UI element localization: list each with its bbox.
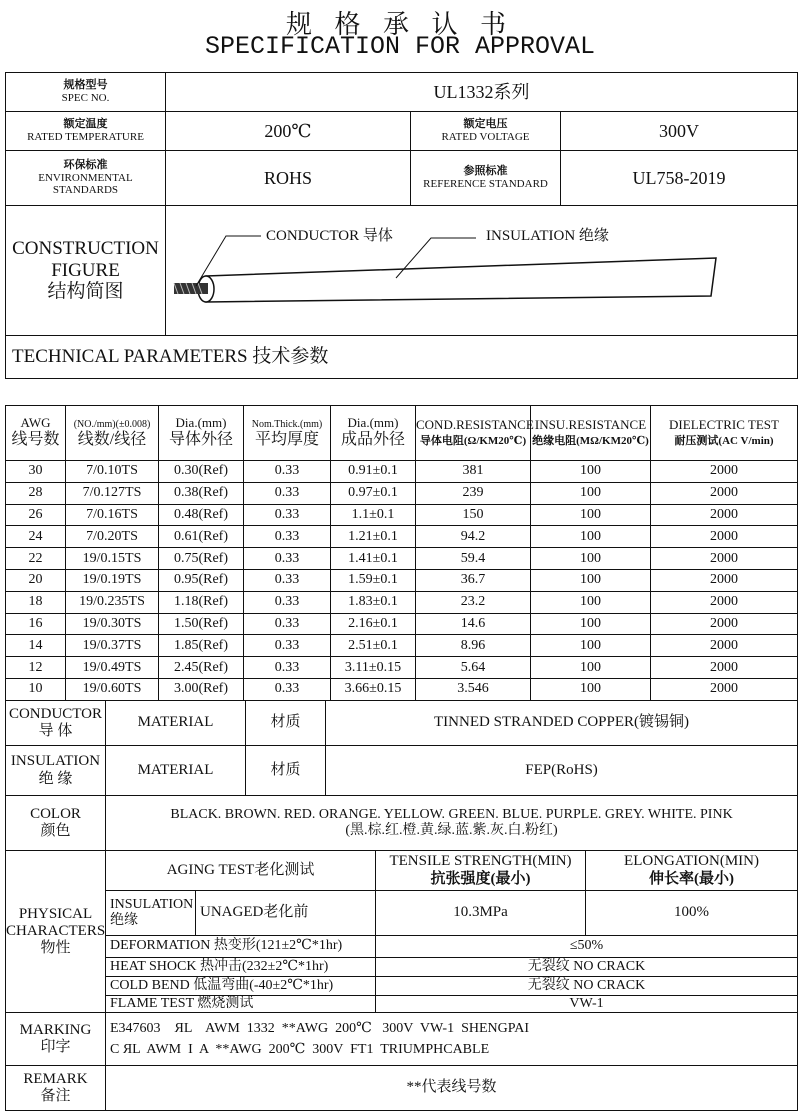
flame-label: FLAME TEST 燃烧测试: [106, 996, 376, 1013]
column-header: [244, 406, 331, 461]
table-cell: 3.66±0.15: [331, 678, 416, 700]
insulation-label: INSULATION 绝 缘: [6, 746, 106, 796]
table-cell: 100: [531, 591, 651, 613]
table-cell: 7/0.16TS: [66, 504, 159, 526]
table-cell: 0.33: [244, 613, 331, 635]
table-cell: 0.33: [244, 591, 331, 613]
table-cell: 0.38(Ref): [159, 482, 244, 504]
parameters-table: [5, 405, 798, 701]
column-header-en: Dia.(mm): [347, 415, 399, 431]
table-row: [6, 461, 798, 483]
column-header: [66, 406, 159, 461]
tensile-header: TENSILE STRENGTH(MIN) 抗张强度(最小): [376, 851, 586, 891]
color-label: COLOR 颜色: [6, 796, 106, 851]
table-row: [6, 526, 798, 548]
spec-no-value: UL1332系列: [166, 73, 798, 112]
column-header-en: INSU.RESISTANCE: [534, 417, 647, 433]
column-header: [331, 406, 416, 461]
column-header-en: Dia.(mm): [175, 415, 227, 431]
flame-row: [6, 996, 798, 1013]
insulation-material-value: FEP(RoHS): [326, 746, 798, 796]
table-cell: 59.4: [416, 548, 531, 570]
table-cell: 19/0.19TS: [66, 569, 159, 591]
properties-table: [5, 700, 798, 1111]
unaged-insulation-label: INSULATION 绝缘: [106, 891, 196, 936]
heat-shock-value: 无裂纹 NO CRACK: [376, 958, 798, 977]
table-cell: 7/0.10TS: [66, 461, 159, 483]
conductor-material-cn: 材质: [246, 701, 326, 746]
table-cell: 19/0.15TS: [66, 548, 159, 570]
table-cell: 3.546: [416, 678, 531, 700]
conductor-label: CONDUCTOR 导 体: [6, 701, 106, 746]
env-row: [6, 151, 798, 206]
marking-label: MARKING 印字: [6, 1013, 106, 1066]
flame-value: VW-1: [376, 996, 798, 1013]
heat-shock-label: HEAT SHOCK 热冲击(232±2℃*1hr): [106, 958, 376, 977]
column-header-en: DIELECTRIC TEST: [669, 417, 779, 433]
table-cell: 100: [531, 657, 651, 679]
column-header-cn: 线数/线径: [77, 431, 147, 449]
table-cell: 0.33: [244, 461, 331, 483]
table-cell: 100: [531, 461, 651, 483]
table-cell: 381: [416, 461, 531, 483]
table-cell: 2000: [651, 657, 798, 679]
deformation-row: [6, 936, 798, 958]
table-cell: 2000: [651, 548, 798, 570]
table-cell: 12: [6, 657, 66, 679]
unaged-row: [6, 891, 798, 936]
column-header-cn: 线号数: [11, 431, 60, 449]
temp-value: 200℃: [166, 112, 411, 151]
table-cell: 5.64: [416, 657, 531, 679]
table-cell: 100: [531, 635, 651, 657]
table-cell: 0.75(Ref): [159, 548, 244, 570]
table-row: [6, 613, 798, 635]
table-cell: 100: [531, 613, 651, 635]
table-cell: 28: [6, 482, 66, 504]
table-cell: 20: [6, 569, 66, 591]
table-row: [6, 569, 798, 591]
table-cell: 30: [6, 461, 66, 483]
column-header-cn: 绝缘电阻(MΩ/KM20℃): [532, 435, 649, 447]
ref-label: 参照标准 REFERENCE STANDARD: [411, 151, 561, 206]
table-cell: 0.33: [244, 678, 331, 700]
table-cell: 1.21±0.1: [331, 526, 416, 548]
table-row: [6, 482, 798, 504]
volt-label: 额定电压 RATED VOLTAGE: [411, 112, 561, 151]
table-cell: 26: [6, 504, 66, 526]
table-cell: 0.33: [244, 526, 331, 548]
parameters-header-row: [6, 406, 798, 461]
table-cell: 19/0.60TS: [66, 678, 159, 700]
table-cell: 2000: [651, 569, 798, 591]
table-cell: 100: [531, 526, 651, 548]
table-cell: 100: [531, 678, 651, 700]
color-value: BLACK. BROWN. RED. ORANGE. YELLOW. GREEN. BLUE. PURPLE. GREY. WHITE. PINK (黑.棕.红.橙.黄.绿.蓝.紫.灰.白.粉红): [106, 796, 798, 851]
column-header-cn: 成品外径: [340, 431, 405, 449]
remark-label: REMARK 备注: [6, 1066, 106, 1111]
volt-value: 300V: [561, 112, 798, 151]
table-cell: 1.83±0.1: [331, 591, 416, 613]
unaged-label: UNAGED老化前: [196, 891, 376, 936]
table-cell: 24: [6, 526, 66, 548]
table-cell: 23.2: [416, 591, 531, 613]
table-cell: 1.41±0.1: [331, 548, 416, 570]
column-header: [6, 406, 66, 461]
marking-value: E347603 ЯL AWM 1332 **AWG 200℃ 300V VW-1 SHENGPAI C ЯL AWM I A **AWG 200℃ 300V FT1 TRIUMPHCABLE: [106, 1013, 798, 1066]
table-cell: 2000: [651, 635, 798, 657]
construction-label: CONSTRUCTION FIGURE 结构简图: [6, 206, 166, 336]
table-cell: 0.91±0.1: [331, 461, 416, 483]
table-cell: 2000: [651, 482, 798, 504]
table-cell: 100: [531, 482, 651, 504]
table-cell: 16: [6, 613, 66, 635]
technical-heading: TECHNICAL PARAMETERS 技术参数: [6, 336, 798, 379]
aging-header-row: [6, 851, 798, 891]
column-header: [651, 406, 798, 461]
ref-value: UL758-2019: [561, 151, 798, 206]
column-header-cn: 导体电阻(Ω/KM20℃): [419, 435, 527, 447]
column-header: [159, 406, 244, 461]
column-header-cn: 耐压测试(AC V/min): [674, 435, 774, 447]
table-cell: 10: [6, 678, 66, 700]
table-cell: 19/0.49TS: [66, 657, 159, 679]
table-cell: 2.45(Ref): [159, 657, 244, 679]
conductor-callout: CONDUCTOR 导体: [266, 228, 393, 244]
spec-no-row: [6, 73, 798, 112]
table-cell: 22: [6, 548, 66, 570]
table-cell: 0.33: [244, 482, 331, 504]
column-header-cn: 导体外径: [168, 431, 233, 449]
elongation-header: ELONGATION(MIN) 伸长率(最小): [586, 851, 798, 891]
tensile-value: 10.3MPa: [376, 891, 586, 936]
insulation-callout: INSULATION 绝缘: [486, 228, 609, 244]
table-cell: 1.85(Ref): [159, 635, 244, 657]
title-en: SPECIFICATION FOR APPROVAL: [204, 32, 596, 61]
table-cell: 2000: [651, 613, 798, 635]
table-cell: 0.95(Ref): [159, 569, 244, 591]
table-cell: 3.00(Ref): [159, 678, 244, 700]
color-row: [6, 796, 798, 851]
table-cell: 2.16±0.1: [331, 613, 416, 635]
heat-shock-row: [6, 958, 798, 977]
table-cell: 150: [416, 504, 531, 526]
spec-table: [5, 72, 798, 379]
table-row: [6, 635, 798, 657]
column-header: [531, 406, 651, 461]
insulation-material-cn: 材质: [246, 746, 326, 796]
table-cell: 2000: [651, 526, 798, 548]
table-cell: 239: [416, 482, 531, 504]
table-row: [6, 548, 798, 570]
deformation-value: ≤50%: [376, 936, 798, 958]
table-cell: 7/0.20TS: [66, 526, 159, 548]
spec-no-label: 规格型号 SPEC NO.: [6, 73, 166, 112]
conductor-row: [6, 701, 798, 746]
column-header-en: COND.RESISTANCE: [416, 417, 534, 433]
column-header-en: (NO./mm)(±0.008): [73, 419, 151, 431]
table-cell: 2000: [651, 678, 798, 700]
table-cell: 19/0.30TS: [66, 613, 159, 635]
remark-row: [6, 1066, 798, 1111]
table-cell: 0.48(Ref): [159, 504, 244, 526]
table-cell: 0.97±0.1: [331, 482, 416, 504]
table-cell: 100: [531, 504, 651, 526]
marking-row: [6, 1013, 798, 1066]
column-header-en: AWG: [20, 415, 51, 431]
conductor-material-label: MATERIAL: [106, 701, 246, 746]
insulation-row: [6, 746, 798, 796]
physical-label: PHYSICAL CHARACTERS 物性: [6, 851, 106, 1013]
conductor-material-value: TINNED STRANDED COPPER(镀锡铜): [326, 701, 798, 746]
table-cell: 0.33: [244, 569, 331, 591]
temp-row: [6, 112, 798, 151]
aging-test-label: AGING TEST老化测试: [106, 851, 376, 891]
table-row: [6, 678, 798, 700]
technical-row: [6, 336, 798, 379]
temp-label: 额定温度 RATED TEMPERATURE: [6, 112, 166, 151]
table-cell: 0.33: [244, 657, 331, 679]
remark-value: **代表线号数: [106, 1066, 798, 1111]
cable-drawing-icon: [166, 206, 796, 334]
table-cell: 2000: [651, 504, 798, 526]
table-cell: 7/0.127TS: [66, 482, 159, 504]
cold-bend-row: [6, 977, 798, 996]
table-row: [6, 591, 798, 613]
table-cell: 0.33: [244, 635, 331, 657]
column-header-en: Nom.Thick.(mm): [251, 419, 323, 431]
table-cell: 1.1±0.1: [331, 504, 416, 526]
env-value: ROHS: [166, 151, 411, 206]
column-header-cn: 平均厚度: [254, 431, 319, 449]
column-header: [416, 406, 534, 461]
table-cell: 14: [6, 635, 66, 657]
deformation-label: DEFORMATION 热变形(121±2℃*1hr): [106, 936, 376, 958]
title-cn: 规 格 承 认 书: [285, 10, 514, 39]
table-cell: 36.7: [416, 569, 531, 591]
table-row: [6, 657, 798, 679]
insulation-material-label: MATERIAL: [106, 746, 246, 796]
env-label: 环保标准 ENVIRONMENTAL STANDARDS: [6, 151, 166, 206]
construction-row: [6, 206, 798, 336]
table-cell: 1.50(Ref): [159, 613, 244, 635]
table-cell: 100: [531, 548, 651, 570]
table-cell: 2000: [651, 461, 798, 483]
table-cell: 0.33: [244, 504, 331, 526]
table-cell: 19/0.37TS: [66, 635, 159, 657]
cold-bend-value: 无裂纹 NO CRACK: [376, 977, 798, 996]
table-cell: 0.61(Ref): [159, 526, 244, 548]
table-cell: 3.11±0.15: [331, 657, 416, 679]
table-cell: 100: [531, 569, 651, 591]
elongation-value: 100%: [586, 891, 798, 936]
table-cell: 19/0.235TS: [66, 591, 159, 613]
table-cell: 0.30(Ref): [159, 461, 244, 483]
table-cell: 14.6: [416, 613, 531, 635]
table-cell: 0.33: [244, 548, 331, 570]
table-cell: 8.96: [416, 635, 531, 657]
table-cell: 94.2: [416, 526, 531, 548]
table-cell: 2000: [651, 591, 798, 613]
table-row: [6, 504, 798, 526]
table-cell: 18: [6, 591, 66, 613]
table-cell: 1.59±0.1: [331, 569, 416, 591]
table-cell: 2.51±0.1: [331, 635, 416, 657]
table-cell: 1.18(Ref): [159, 591, 244, 613]
cold-bend-label: COLD BEND 低温弯曲(-40±2℃*1hr): [106, 977, 376, 996]
construction-figure: [166, 206, 798, 336]
